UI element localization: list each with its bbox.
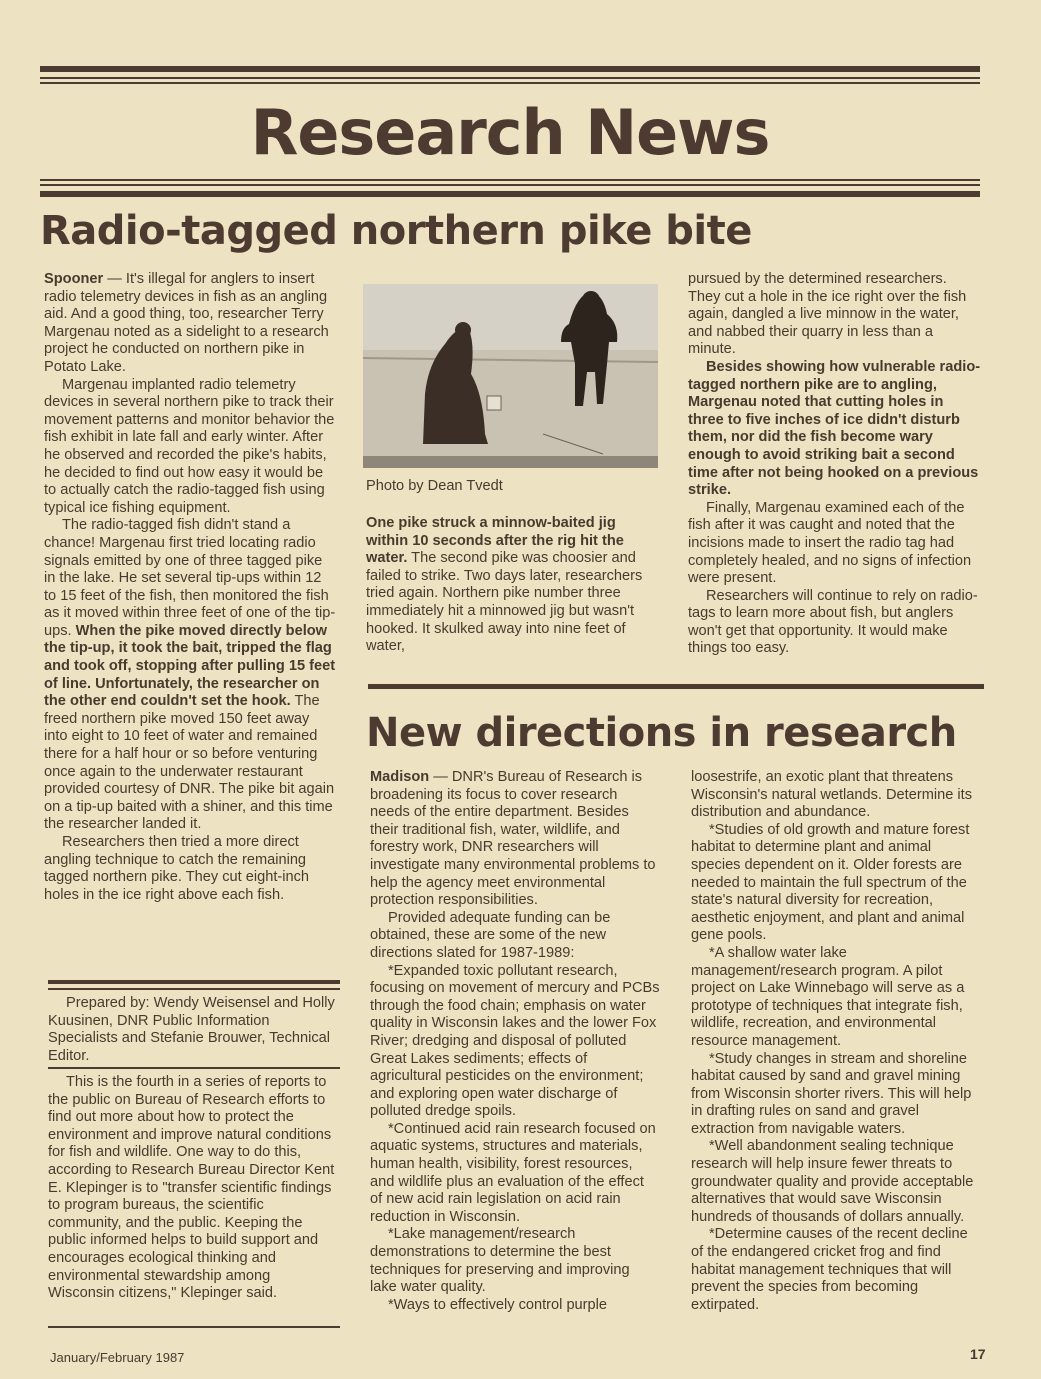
article2-paragraph: *Study changes in stream and shoreline habitat caused by sand and gravel mining from Wisconsin shorter rivers. This will help in drafting rules on sand and gravel extraction from navigable waters.	[691, 1050, 972, 1137]
article2-paragraph: *Continued acid rain research focused on aquatic systems, structures and materials, human health, visibility, forest resources, and wildlife plus an evaluation of the effect of new acid rain legislation on acid rain reduction in Wisconsin.	[370, 1120, 656, 1225]
masthead-rule-thin-2	[40, 184, 980, 186]
article1-headline: Radio-tagged northern pike bite	[40, 208, 752, 254]
paragraph-bold-text: Besides showing how vulnerable radio-tagged northern pike are to angling, Margenau noted that cutting holes in three to five inches of ice didn't disturb them, nor did the fish become wary enough to avoid striking bait a second time after not being hooked on a previous strike.	[688, 358, 981, 499]
article2-column-2	[691, 769, 983, 1314]
dateline: Spooner	[44, 271, 104, 287]
article2-rule	[368, 684, 984, 689]
article1-paragraph	[44, 271, 336, 377]
top-rule-thin	[40, 77, 980, 79]
article1-paragraph: Researchers will continue to rely on radio-tags to learn more about fish, but anglers won't get that opportunity. It would make things too easy.	[688, 587, 978, 657]
article1-paragraph	[688, 359, 982, 500]
credits-rule-top	[48, 980, 340, 984]
issue-date: January/February 1987	[50, 1350, 185, 1365]
top-rule-thick	[40, 66, 980, 72]
article2-paragraph: *Ways to effectively control purple	[388, 1296, 608, 1313]
ice-fishing-photo	[363, 284, 658, 468]
article2-headline: New directions in research	[366, 710, 957, 756]
paragraph-text: — DNR's Bureau of Research is broadening its focus to cover research needs of the entire department. Besides their traditional fish, water, wildlife, and forestry work, DNR researchers will investigate many environmental problems to help the agency meet environmental protection responsibilities.	[370, 769, 656, 909]
article2-paragraph: loosestrife, an exotic plant that threatens Wisconsin's natural wetlands. Determine its distribution and abundance.	[691, 769, 972, 821]
article1-paragraph: Margenau implanted radio telemetry devices in several northern pike to track their movement patterns and monitor behavior the fish exhibit in late fall and early winter. After he observed and recorded the pike's habits, he decided to find out how easy it would be to actually catch the radio-tagged fish using typical ice fishing equipment.	[44, 376, 335, 516]
article1-paragraph	[366, 515, 658, 656]
paragraph-text: The freed northern pike moved 150 feet away into eight to 10 feet of water and remained there for a half hour or so before venturing once again to the underwater restaurant provided courtesy of DNR. The pike bit again on a tip-up baited with a shiner, and this time the researcher landed it.	[44, 693, 335, 833]
article2-paragraph: *Lake management/research demonstrations to determine the best techniques for preserving and improving lake water quality.	[370, 1226, 630, 1296]
article2-paragraph: *Expanded toxic pollutant research, focusing on movement of mercury and PCBs through the food chain; emphasis on water quality in Wisconsin lakes and the lower Fox River; dredging and disposal of polluted Great Lakes sediments; effects of agricultural pesticides on the environment; and exploring open water discharge of polluted dredge spoils.	[370, 962, 660, 1120]
article2-paragraph: *Studies of old growth and mature forest habitat to determine plant and animal species dependent on it. Older forests are needed to maintain the full spectrum of the state's natural diversity for recreation, aesthetic enjoyment, and plant and animal gene pools.	[691, 821, 970, 944]
paragraph-text: — It's illegal for anglers to insert radio telemetry devices in fish as an angling aid. And a good thing, too, researcher Terry Margenau noted as a sidelight to a research project he conducted on northern pike in Potato Lake.	[44, 271, 329, 375]
series-note-rule-bottom	[48, 1326, 340, 1328]
article1-column-1	[44, 271, 336, 904]
paragraph-bold-text: One pike struck a minnow-baited jig within 10 seconds after the rig hit the water.	[366, 515, 624, 567]
article1-paragraph	[44, 517, 336, 834]
article1-paragraph: pursued by the determined researchers. They cut a hole in the ice right over the fish again, dangled a live minnow in the water, and nabbed their quarry in less than a minute.	[688, 271, 967, 358]
series-note-text: This is the fourth in a series of reports to the public on Bureau of Research efforts to find out more about how to protect the environment and improve natural conditions for fish and wildlife. One way to do this, according to Research Bureau Director Kent E. Klepinger is to "transfer scientific findings to program bureaus, the scientific community, and the public. Keeping the public informed helps to build support and encourages ecological thinking and environmental stewardship among Wisconsin citizens," Klepinger said.	[48, 1074, 335, 1302]
article2-paragraph: *Determine causes of the recent decline of the endangered cricket frog and find habitat management techniques that will prevent the species from becoming extirpated.	[691, 1226, 968, 1313]
article2-paragraph: *Well abandonment sealing technique research will help insure fewer threats to groundwater quality and provide acceptable alternatives that would save Wisconsin hundreds of thousands of dollars annually.	[691, 1138, 974, 1225]
article2-paragraph: Provided adequate funding can be obtained, these are some of the new directions slated for 1987-1989:	[370, 909, 611, 961]
masthead-rule-thick	[40, 191, 980, 197]
dateline: Madison	[370, 769, 430, 785]
article1-column-3	[688, 271, 982, 658]
article1-column-2	[366, 515, 658, 656]
photo-illustration	[363, 284, 658, 468]
paragraph-bold-text: When the pike moved directly below the tip-up, it took the bait, tripped the flag and took off, stopping after pulling 15 feet of line. Unfortunately, the researcher on the other end couldn't set the hook.	[44, 622, 336, 710]
article2-paragraph: *A shallow water lake management/research program. A pilot project on Lake Winnebago will serve as a prototype of techniques that integrate fish, wildlife, recreation, and environmental resource management.	[691, 944, 965, 1049]
article1-paragraph: Finally, Margenau examined each of the fish after it was caught and noted that the incisions made to insert the radio tag had completely healed, and no signs of infection were present.	[688, 499, 972, 587]
paragraph-text: The radio-tagged fish didn't stand a chance! Margenau first tried locating radio signals emitted by one of three tagged pike in the lake. He set several tip-ups within 12 to 15 feet of the fish, then monitored the fish as it moved within three feet of one of the tip-ups.	[44, 517, 336, 639]
page-number: 17	[970, 1346, 986, 1362]
article2-column-1	[370, 769, 660, 1314]
article1-paragraph: Researchers then tried a more direct angling technique to catch the remaining tagged northern pike. They cut eight-inch holes in the ice right above each fish.	[44, 834, 310, 903]
article2-paragraph	[370, 769, 660, 910]
photo-caption: Photo by Dean Tvedt	[366, 478, 503, 494]
credits-text: Prepared by: Wendy Weisensel and Holly Kuusinen, DNR Public Information Specialists and Stefanie Brouwer, Technical Editor.	[48, 995, 335, 1064]
masthead-rule-thin	[40, 179, 980, 181]
series-note	[48, 1074, 340, 1303]
credits-box	[48, 995, 340, 1065]
credits-rule-bottom	[48, 1067, 340, 1069]
masthead-title: Research News	[250, 96, 770, 169]
paragraph-text: The second pike was choosier and failed to strike. Two days later, researchers tried again. Northern pike number three immediately hit a minnowed jig but wasn't hooked. It skulked away into nine feet of water,	[366, 550, 643, 655]
credits-rule-top-2	[48, 988, 340, 990]
top-rule-thin-2	[40, 82, 980, 84]
